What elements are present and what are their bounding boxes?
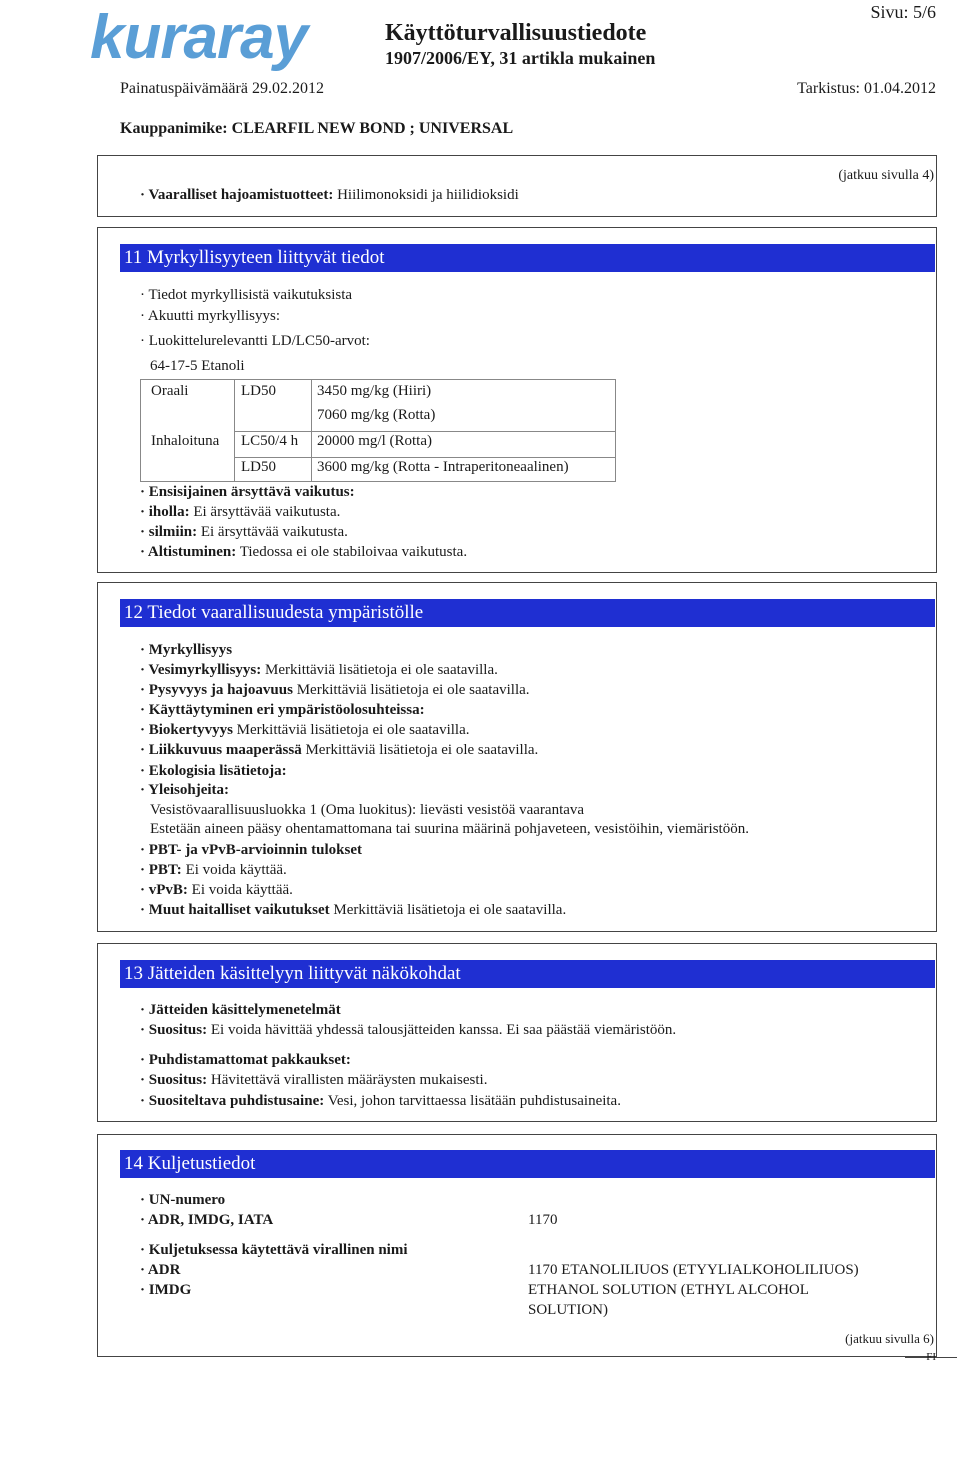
s12-line-1: · Myrkyllisyys bbox=[140, 642, 233, 658]
measure-lc50: LC50/4 h bbox=[241, 433, 299, 449]
s14-line-1: · UN-numero bbox=[140, 1192, 226, 1208]
adr-name-value: 1170 ETANOLILIUOS (ETYYLIALKOHOLILIUOS) bbox=[528, 1262, 859, 1278]
continued-from: (jatkuu sivulla 4) bbox=[838, 168, 934, 183]
hazard-products-line bbox=[140, 187, 519, 204]
trade-name: Kauppanimike: CLEARFIL NEW BOND ; UNIVERSAL bbox=[120, 120, 514, 137]
measure-ld50-oral: LD50 bbox=[241, 383, 276, 399]
imdg-name-value-1: ETHANOL SOLUTION (ETHYL ALCOHOL bbox=[528, 1282, 809, 1298]
section-11-header: 11 Myrkyllisyyteen liittyvät tiedot bbox=[120, 244, 935, 272]
value-rat-ip: 3600 mg/kg (Rotta - Intraperitoneaalinen) bbox=[317, 459, 569, 475]
language-code: FI bbox=[926, 1351, 936, 1363]
s12-line-14: · Muut haitalliset vaikutukset Merkittäviä lisätietoja ei ole saatavilla. bbox=[140, 902, 567, 918]
hazard-label: · Vaaralliset hajoamistuotteet: bbox=[140, 187, 334, 203]
document-title: Käyttöturvallisuustiedote bbox=[385, 20, 647, 46]
s13-line-3: · Puhdistamattomat pakkaukset: bbox=[140, 1052, 351, 1068]
s12-line-5: · Biokertyvyys Merkittäviä lisätietoja ei ole saatavilla. bbox=[140, 722, 470, 738]
revision-date: Tarkistus: 01.04.2012 bbox=[797, 80, 936, 97]
print-date: Painatuspäivämäärä 29.02.2012 bbox=[120, 80, 324, 97]
s13-line-1: · Jätteiden käsittelymenetelmät bbox=[140, 1002, 341, 1018]
s13-line-5: · Suositeltava puhdistusaine: Vesi, johon tarvittaessa lisätään puhdistusaineita. bbox=[140, 1093, 621, 1109]
company-logo: kuraray bbox=[90, 3, 308, 72]
route-inhalation: Inhaloituna bbox=[151, 433, 220, 449]
s11-exposure-line: · Altistuminen: Tiedossa ei ole stabiloivaa vaikutusta. bbox=[140, 544, 468, 560]
s12-line-2: · Vesimyrkyllisyys: Merkittäviä lisätietoja ei ole saatavilla. bbox=[140, 662, 498, 678]
imdg-name-value-2: SOLUTION) bbox=[528, 1302, 608, 1318]
s12-line-11: · PBT- ja vPvB-arvioinnin tulokset bbox=[140, 842, 362, 858]
s12-line-6: · Liikkuvuus maaperässä Merkittäviä lisätietoja ei ole saatavilla. bbox=[140, 742, 539, 758]
s14-line-2: · ADR, IMDG, IATA bbox=[140, 1212, 274, 1228]
s11-skin-line: · iholla: Ei ärsyttävää vaikutusta. bbox=[140, 504, 341, 520]
value-rat-inhalation: 20000 mg/l (Rotta) bbox=[317, 433, 432, 449]
value-rat-oral: 7060 mg/kg (Rotta) bbox=[317, 407, 436, 423]
page-number: Sivu: 5/6 bbox=[870, 2, 936, 22]
s12-line-8: · Yleisohjeita: bbox=[140, 782, 230, 798]
substance-name: 64-17-5 Etanoli bbox=[150, 358, 245, 374]
section-13-header: 13 Jätteiden käsittelyyn liittyvät näkökohdat bbox=[120, 960, 935, 988]
s14-line-5: · IMDG bbox=[140, 1282, 192, 1298]
toxicity-table bbox=[140, 379, 616, 482]
continued-to: (jatkuu sivulla 6) bbox=[845, 1331, 934, 1346]
s12-line-9: Vesistövaarallisuusluokka 1 (Oma luokitus): lievästi vesistöä vaarantava bbox=[150, 802, 585, 818]
s12-line-13: · vPvB: Ei voida käyttää. bbox=[140, 882, 293, 898]
s12-line-12: · PBT: Ei voida käyttää. bbox=[140, 862, 287, 878]
s11-line-4: · Ensisijainen ärsyttävä vaikutus: bbox=[140, 484, 355, 500]
s14-line-4: · ADR bbox=[140, 1262, 181, 1278]
s12-line-7: · Ekologisia lisätietoja: bbox=[140, 763, 287, 779]
section-14-header: 14 Kuljetustiedot bbox=[120, 1150, 935, 1178]
s12-line-4: · Käyttäytyminen eri ympäristöolosuhteissa: bbox=[140, 702, 425, 718]
document-subtitle: 1907/2006/EY, 31 artikla mukainen bbox=[385, 48, 656, 68]
s11-eyes-line: · silmiin: Ei ärsyttävää vaikutusta. bbox=[140, 524, 348, 540]
s11-line-3: · Luokittelurelevantti LD/LC50-arvot: bbox=[140, 333, 370, 349]
s12-line-10: Estetään aineen pääsy ohentamattomana tai suurina määrinä pohjaveteen, vesistöihin, viemäristöön. bbox=[150, 821, 749, 837]
s14-line-3: · Kuljetuksessa käytettävä virallinen nimi bbox=[140, 1242, 408, 1258]
route-oral: Oraali bbox=[151, 383, 189, 399]
value-mouse: 3450 mg/kg (Hiiri) bbox=[317, 383, 432, 399]
measure-ld50-ip: LD50 bbox=[241, 459, 276, 475]
s11-line-1: · Tiedot myrkyllisistä vaikutuksista bbox=[140, 287, 353, 303]
s13-line-2: · Suositus: Ei voida hävittää yhdessä talousjätteiden kanssa. Ei saa päästää viemäristöön. bbox=[140, 1022, 677, 1038]
prev-section-box bbox=[97, 155, 937, 217]
section-12-header: 12 Tiedot vaarallisuudesta ympäristölle bbox=[120, 599, 935, 627]
s11-line-2: · Akuutti myrkyllisyys: bbox=[140, 308, 281, 324]
s13-line-4: · Suositus: Hävitettävä virallisten määräysten mukaisesti. bbox=[140, 1072, 488, 1088]
s12-line-3: · Pysyvyys ja hajoavuus Merkittäviä lisätietoja ei ole saatavilla. bbox=[140, 682, 530, 698]
un-number-value: 1170 bbox=[528, 1212, 558, 1228]
hazard-value: Hiilimonoksidi ja hiilidioksidi bbox=[333, 187, 519, 203]
